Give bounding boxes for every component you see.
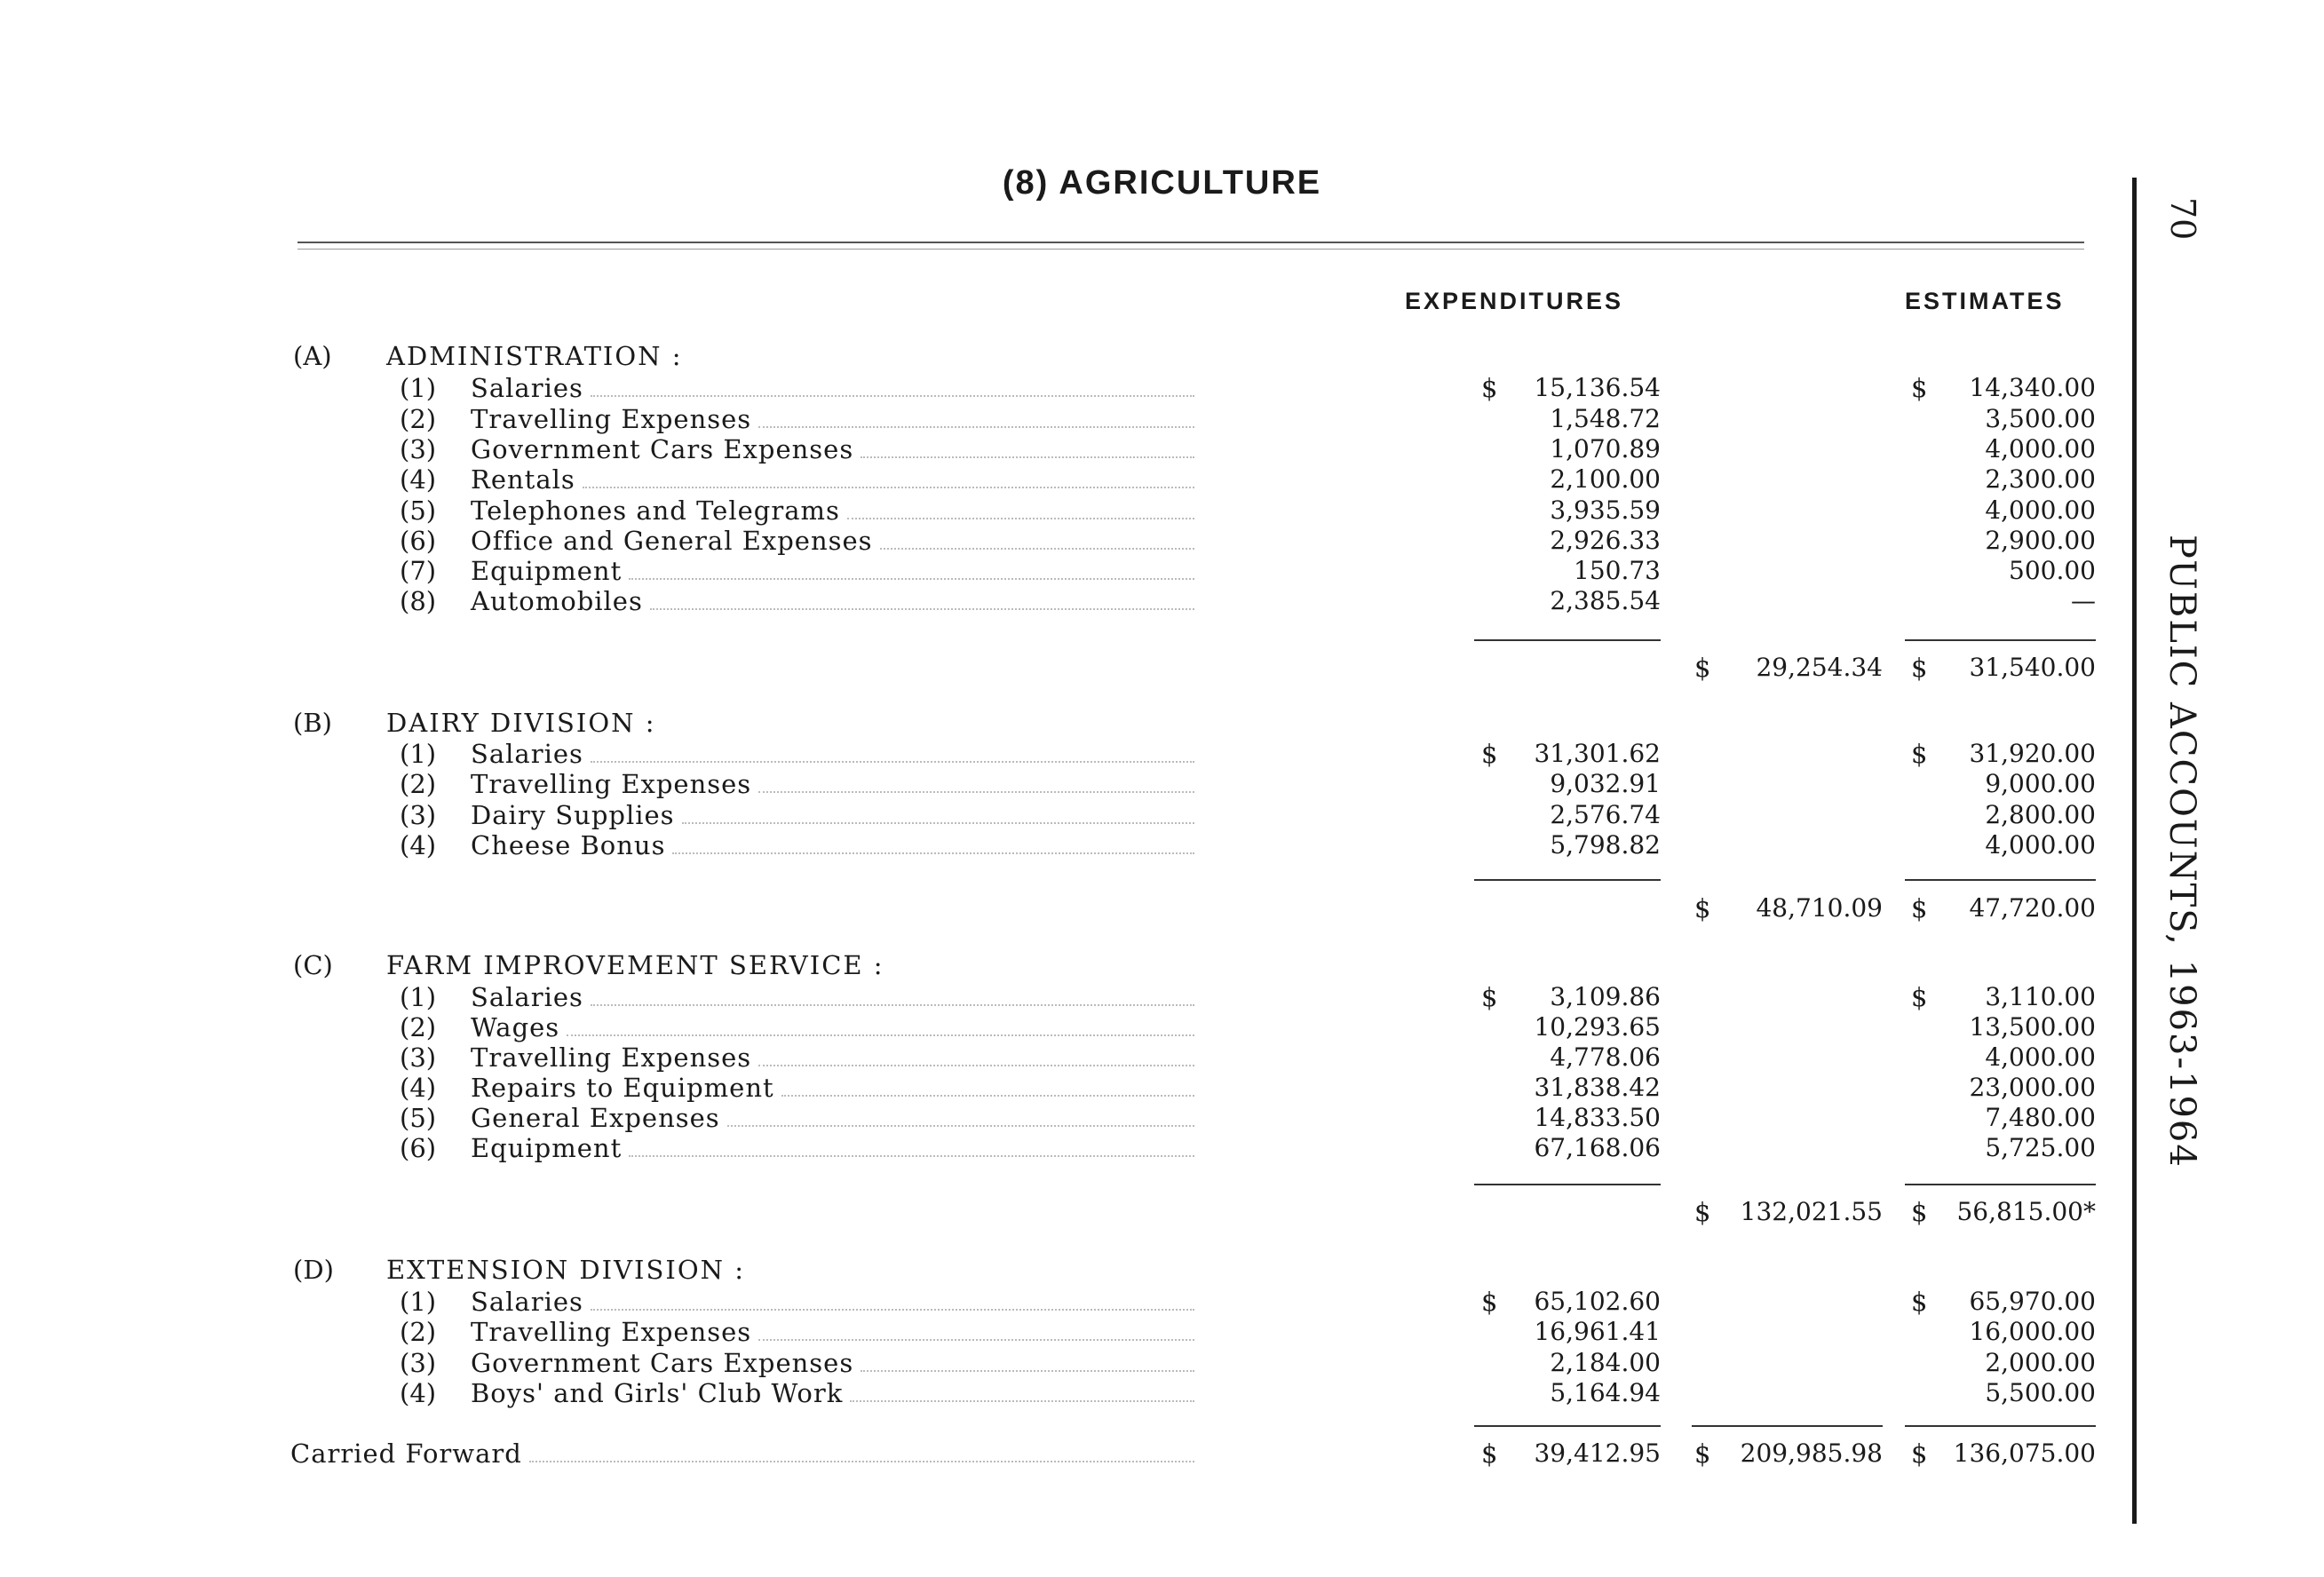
item-label: Rentals bbox=[471, 464, 575, 495]
dollar-sign: $ bbox=[1481, 739, 1498, 769]
carried-forward-estimate: 136,075.00 bbox=[1953, 1438, 2096, 1468]
item-number: (4) bbox=[400, 1378, 437, 1408]
item-label-wrap bbox=[471, 982, 1194, 1012]
estimate-value: 500.00 bbox=[2009, 556, 2096, 585]
item-label: Government Cars Expenses bbox=[471, 1348, 854, 1378]
item-label: Automobiles bbox=[471, 586, 643, 616]
expenditure-value: 2,926.33 bbox=[1550, 526, 1661, 555]
side-running-title: PUBLIC ACCOUNTS, 1963-1964 bbox=[2161, 535, 2202, 1169]
section-letter: (B) bbox=[293, 708, 332, 738]
estimate-value: 2,900.00 bbox=[1985, 526, 2096, 555]
dot-leader bbox=[847, 500, 1194, 519]
carried-forward-underline bbox=[1474, 1425, 1661, 1427]
dollar-sign: $ bbox=[1911, 739, 1928, 769]
expenditure-value: 5,164.94 bbox=[1550, 1378, 1661, 1407]
table-row bbox=[0, 739, 2131, 769]
section-letter: (D) bbox=[293, 1255, 334, 1285]
expenditure-value: 65,102.60 bbox=[1534, 1287, 1661, 1316]
item-number: (8) bbox=[400, 586, 437, 616]
item-number: (5) bbox=[400, 495, 437, 526]
dollar-sign: $ bbox=[1481, 1287, 1498, 1317]
dot-leader bbox=[781, 1077, 1194, 1097]
dollar-sign: $ bbox=[1481, 373, 1498, 403]
subtotal-row bbox=[0, 893, 2131, 923]
expenditure-underline bbox=[1474, 1184, 1661, 1185]
dot-leader bbox=[672, 835, 1194, 854]
item-number: (4) bbox=[400, 464, 437, 495]
item-number: (6) bbox=[400, 1133, 437, 1163]
item-label-wrap bbox=[471, 739, 1194, 769]
item-label: Office and General Expenses bbox=[471, 526, 873, 556]
expenditure-value: 10,293.65 bbox=[1534, 1012, 1661, 1042]
estimate-underline bbox=[1905, 1184, 2096, 1185]
table-row bbox=[0, 464, 2131, 495]
expenditure-value: 16,961.41 bbox=[1534, 1317, 1661, 1346]
item-number: (2) bbox=[400, 1317, 437, 1347]
page-number: 70 bbox=[2163, 197, 2202, 241]
dot-leader bbox=[629, 1137, 1194, 1157]
item-label: Travelling Expenses bbox=[471, 1042, 752, 1073]
dot-leader bbox=[758, 408, 1194, 428]
dot-leader bbox=[567, 1017, 1194, 1036]
item-label-wrap bbox=[471, 1287, 1194, 1317]
expenditure-value: 2,385.54 bbox=[1550, 586, 1661, 615]
estimate-total-value: 56,815.00* bbox=[1956, 1197, 2096, 1226]
expenditure-value: 2,184.00 bbox=[1550, 1348, 1661, 1377]
dollar-sign: $ bbox=[1694, 653, 1711, 683]
top-rule-thin bbox=[297, 249, 2084, 250]
item-number: (1) bbox=[400, 1287, 437, 1317]
estimate-value: 7,480.00 bbox=[1985, 1103, 2096, 1132]
estimate-underline bbox=[1905, 639, 2096, 641]
estimate-value: 2,300.00 bbox=[1985, 464, 2096, 494]
item-label: Salaries bbox=[471, 1287, 583, 1317]
item-label: Government Cars Expenses bbox=[471, 434, 854, 464]
table-row bbox=[0, 1348, 2131, 1378]
item-label-wrap bbox=[471, 1348, 1194, 1378]
item-label-wrap bbox=[471, 1042, 1194, 1073]
item-label: General Expenses bbox=[471, 1103, 720, 1133]
estimate-value: 9,000.00 bbox=[1985, 769, 2096, 798]
dollar-sign: $ bbox=[1481, 1438, 1498, 1469]
dollar-sign: $ bbox=[1694, 1197, 1711, 1227]
side-rule bbox=[2132, 178, 2137, 1524]
expenditure-value: 3,935.59 bbox=[1550, 495, 1661, 525]
estimate-value: 4,000.00 bbox=[1985, 1042, 2096, 1072]
expenditure-value: 31,838.42 bbox=[1534, 1073, 1661, 1102]
item-label: Travelling Expenses bbox=[471, 1317, 752, 1347]
section-title: ADMINISTRATION : bbox=[386, 341, 683, 371]
table-row bbox=[0, 373, 2131, 403]
estimate-value: 31,920.00 bbox=[1969, 739, 2096, 768]
expenditure-value: 67,168.06 bbox=[1534, 1133, 1661, 1162]
table-row bbox=[0, 495, 2131, 526]
dot-leader bbox=[880, 530, 1194, 550]
item-label: Telephones and Telegrams bbox=[471, 495, 840, 526]
estimate-value: 3,500.00 bbox=[1985, 404, 2096, 433]
item-label: Salaries bbox=[471, 982, 583, 1012]
dot-leader bbox=[850, 1383, 1194, 1402]
expenditure-value: 14,833.50 bbox=[1534, 1103, 1661, 1132]
item-label: Cheese Bonus bbox=[471, 830, 666, 860]
item-number: (5) bbox=[400, 1103, 437, 1133]
item-number: (3) bbox=[400, 434, 437, 464]
dollar-sign: $ bbox=[1694, 893, 1711, 923]
item-label: Equipment bbox=[471, 1133, 623, 1163]
item-number: (3) bbox=[400, 1348, 437, 1378]
item-label-wrap bbox=[471, 1133, 1194, 1163]
item-label-wrap bbox=[471, 404, 1194, 434]
subtotal-row bbox=[0, 653, 2131, 683]
dot-leader bbox=[727, 1107, 1194, 1127]
item-label-wrap bbox=[471, 1073, 1194, 1103]
expenditure-value: 3,109.86 bbox=[1550, 982, 1661, 1011]
section-letter: (C) bbox=[293, 950, 333, 980]
section-title: DAIRY DIVISION : bbox=[386, 708, 656, 738]
dot-leader bbox=[861, 439, 1194, 458]
estimate-value: 4,000.00 bbox=[1985, 434, 2096, 464]
table-row bbox=[0, 1103, 2131, 1133]
estimate-value: 23,000.00 bbox=[1969, 1073, 2096, 1102]
top-rule bbox=[297, 242, 2084, 243]
dot-leader bbox=[591, 987, 1194, 1006]
dot-leader bbox=[758, 773, 1194, 793]
item-label-wrap bbox=[471, 830, 1194, 860]
item-label: Salaries bbox=[471, 373, 583, 403]
table-row bbox=[0, 769, 2131, 799]
expenditure-underline bbox=[1474, 879, 1661, 881]
dollar-sign: $ bbox=[1911, 893, 1928, 923]
estimate-underline bbox=[1905, 879, 2096, 881]
item-number: (2) bbox=[400, 1012, 437, 1042]
item-number: (2) bbox=[400, 404, 437, 434]
subtotal-value: 29,254.34 bbox=[1756, 653, 1883, 682]
table-row bbox=[0, 404, 2131, 434]
subtotal-row bbox=[0, 1197, 2131, 1227]
item-label-wrap bbox=[471, 1012, 1194, 1042]
item-number: (3) bbox=[400, 1042, 437, 1073]
table-row bbox=[0, 586, 2131, 616]
dollar-sign: $ bbox=[1911, 373, 1928, 403]
carried-forward-label: Carried Forward bbox=[290, 1438, 522, 1469]
item-label-wrap bbox=[471, 800, 1194, 830]
item-number: (2) bbox=[400, 769, 437, 799]
dollar-sign: $ bbox=[1911, 1438, 1928, 1469]
table-row bbox=[0, 1012, 2131, 1042]
estimate-value: 5,725.00 bbox=[1985, 1133, 2096, 1162]
dollar-sign: $ bbox=[1911, 1197, 1928, 1227]
item-label: Salaries bbox=[471, 739, 583, 769]
carried-forward-expenditure: 39,412.95 bbox=[1534, 1438, 1661, 1468]
dot-leader bbox=[629, 560, 1194, 580]
expenditure-value: 9,032.91 bbox=[1550, 769, 1661, 798]
table-row bbox=[0, 1073, 2131, 1103]
section-heading bbox=[0, 341, 2131, 371]
item-number: (3) bbox=[400, 800, 437, 830]
item-label: Boys' and Girls' Club Work bbox=[471, 1378, 844, 1408]
table-row bbox=[0, 1133, 2131, 1163]
item-label-wrap bbox=[471, 526, 1194, 556]
item-number: (4) bbox=[400, 1073, 437, 1103]
section-heading bbox=[0, 950, 2131, 980]
estimate-value: 2,800.00 bbox=[1985, 800, 2096, 829]
estimate-value: 4,000.00 bbox=[1985, 495, 2096, 525]
expenditure-value: 1,548.72 bbox=[1550, 404, 1661, 433]
dot-leader bbox=[591, 1291, 1194, 1311]
dot-leader bbox=[861, 1352, 1194, 1372]
item-label: Repairs to Equipment bbox=[471, 1073, 774, 1103]
table-row bbox=[0, 526, 2131, 556]
item-label-wrap bbox=[471, 373, 1194, 403]
page-title: (8) AGRICULTURE bbox=[1002, 164, 1322, 202]
expenditure-value: 2,576.74 bbox=[1550, 800, 1661, 829]
table-row bbox=[0, 1042, 2131, 1073]
section-heading bbox=[0, 708, 2131, 738]
section-title: FARM IMPROVEMENT SERVICE : bbox=[386, 950, 884, 980]
section-title: EXTENSION DIVISION : bbox=[386, 1255, 745, 1285]
dot-leader bbox=[758, 1047, 1194, 1066]
item-number: (6) bbox=[400, 526, 437, 556]
expenditures-header: EXPENDITURES bbox=[1405, 288, 1624, 314]
estimate-value: 3,110.00 bbox=[1985, 982, 2096, 1011]
dollar-sign: $ bbox=[1481, 982, 1498, 1012]
item-label: Wages bbox=[471, 1012, 560, 1042]
dollar-sign: $ bbox=[1911, 653, 1928, 683]
estimate-value: 14,340.00 bbox=[1969, 373, 2096, 402]
estimate-total-value: 47,720.00 bbox=[1969, 893, 2096, 923]
expenditure-underline bbox=[1474, 639, 1661, 641]
section-heading bbox=[0, 1255, 2131, 1285]
item-number: (1) bbox=[400, 373, 437, 403]
subtotal-value: 48,710.09 bbox=[1756, 893, 1883, 923]
expenditure-value: 4,778.06 bbox=[1550, 1042, 1661, 1072]
estimate-total-value: 31,540.00 bbox=[1969, 653, 2096, 682]
item-label-wrap bbox=[471, 464, 1194, 495]
item-label-wrap bbox=[471, 495, 1194, 526]
item-label-wrap bbox=[471, 1103, 1194, 1133]
carried-forward-subtotal: 209,985.98 bbox=[1740, 1438, 1883, 1468]
expenditure-value: 31,301.62 bbox=[1534, 739, 1661, 768]
table-row bbox=[0, 556, 2131, 586]
table-row bbox=[0, 982, 2131, 1012]
item-label-wrap bbox=[471, 1317, 1194, 1347]
dot-leader bbox=[650, 590, 1194, 610]
estimate-value: — bbox=[2071, 586, 2096, 615]
item-number: (4) bbox=[400, 830, 437, 860]
expenditure-value: 15,136.54 bbox=[1534, 373, 1661, 402]
estimate-value: 65,970.00 bbox=[1969, 1287, 2096, 1316]
table-row bbox=[0, 830, 2131, 860]
estimates-header: ESTIMATES bbox=[1905, 288, 2065, 314]
carried-forward-label-wrap bbox=[290, 1438, 1194, 1469]
carried-forward-row bbox=[0, 1438, 2131, 1469]
expenditure-value: 1,070.89 bbox=[1550, 434, 1661, 464]
dot-leader bbox=[529, 1443, 1194, 1462]
item-label: Travelling Expenses bbox=[471, 769, 752, 799]
dot-leader bbox=[682, 804, 1194, 824]
table-row bbox=[0, 434, 2131, 464]
item-number: (7) bbox=[400, 556, 437, 586]
item-number: (1) bbox=[400, 739, 437, 769]
table-row bbox=[0, 1287, 2131, 1317]
estimate-value: 2,000.00 bbox=[1985, 1348, 2096, 1377]
item-label-wrap bbox=[471, 586, 1194, 616]
item-label: Travelling Expenses bbox=[471, 404, 752, 434]
item-label: Dairy Supplies bbox=[471, 800, 675, 830]
table-row bbox=[0, 800, 2131, 830]
item-number: (1) bbox=[400, 982, 437, 1012]
dollar-sign: $ bbox=[1911, 1287, 1928, 1317]
dot-leader bbox=[591, 377, 1194, 397]
estimate-value: 5,500.00 bbox=[1985, 1378, 2096, 1407]
item-label-wrap bbox=[471, 1378, 1194, 1408]
dollar-sign: $ bbox=[1911, 982, 1928, 1012]
item-label-wrap bbox=[471, 769, 1194, 799]
carried-forward-underline bbox=[1905, 1425, 2096, 1427]
dot-leader bbox=[758, 1321, 1194, 1341]
carried-forward-underline bbox=[1692, 1425, 1883, 1427]
section-letter: (A) bbox=[293, 341, 332, 371]
expenditure-value: 150.73 bbox=[1574, 556, 1661, 585]
dot-leader bbox=[591, 743, 1194, 763]
table-row bbox=[0, 1378, 2131, 1408]
expenditure-value: 2,100.00 bbox=[1550, 464, 1661, 494]
dot-leader bbox=[583, 469, 1194, 488]
dollar-sign: $ bbox=[1694, 1438, 1711, 1469]
estimate-value: 13,500.00 bbox=[1969, 1012, 2096, 1042]
table-row bbox=[0, 1317, 2131, 1347]
item-label-wrap bbox=[471, 434, 1194, 464]
item-label-wrap bbox=[471, 556, 1194, 586]
estimate-value: 4,000.00 bbox=[1985, 830, 2096, 860]
estimate-value: 16,000.00 bbox=[1969, 1317, 2096, 1346]
item-label: Equipment bbox=[471, 556, 623, 586]
subtotal-value: 132,021.55 bbox=[1740, 1197, 1883, 1226]
expenditure-value: 5,798.82 bbox=[1550, 830, 1661, 860]
